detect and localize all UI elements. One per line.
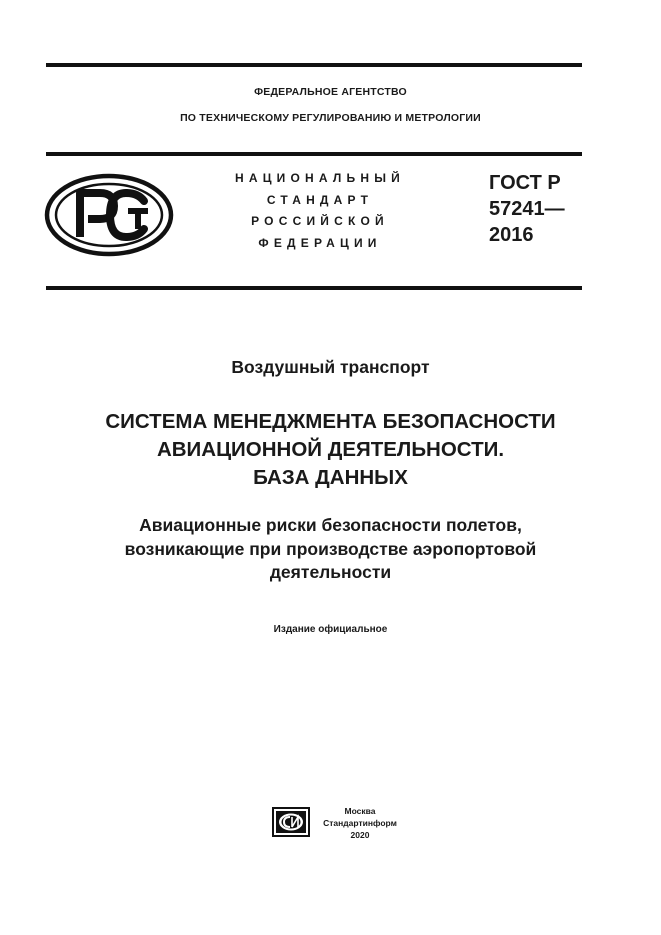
top-rule	[46, 63, 582, 67]
publisher-year: 2020	[350, 830, 370, 840]
document-subtitle	[0, 514, 661, 585]
gost-line: 57241—	[489, 198, 565, 220]
document-subject: Воздушный транспорт	[231, 357, 430, 377]
gost-line: ГОСТ Р	[489, 172, 561, 194]
publisher-city: Москва	[344, 806, 376, 816]
national-standard-label	[225, 168, 415, 254]
national-line: ФЕДЕРАЦИИ	[258, 235, 382, 250]
publisher-name: Стандартинформ	[323, 818, 397, 828]
title-line: СИСТЕМА МЕНЕДЖМЕНТА БЕЗОПАСНОСТИ	[105, 410, 556, 433]
subtitle-line: возникающие при производстве аэропортовой	[124, 538, 537, 559]
national-line: СТАНДАРТ	[266, 192, 374, 207]
title-line: БАЗА ДАННЫХ	[253, 466, 408, 489]
title-line: АВИАЦИОННОЙ ДЕЯТЕЛЬНОСТИ.	[156, 438, 505, 461]
agency-line-2: ПО ТЕХНИЧЕСКОМУ РЕГУЛИРОВАНИЮ И МЕТРОЛОГИИ	[180, 112, 481, 124]
subtitle-line: деятельности	[269, 562, 392, 582]
national-line: РОССИЙСКОЙ	[251, 214, 389, 228]
rst-emblem-icon	[44, 173, 174, 262]
block-bottom-rule	[46, 286, 582, 290]
national-line: НАЦИОНАЛЬНЫЙ	[234, 171, 406, 185]
edition-label: Издание официальное	[273, 624, 388, 635]
document-title	[0, 408, 661, 492]
gost-designation	[489, 170, 565, 248]
subtitle-line: Авиационные риски безопасности полетов,	[139, 515, 522, 535]
standartinform-logo-icon	[272, 807, 310, 842]
gost-line: 2016	[489, 224, 534, 246]
publisher-info	[317, 805, 403, 841]
agency-line-1: ФЕДЕРАЛЬНОЕ АГЕНТСТВО	[254, 86, 407, 98]
header-rule	[46, 152, 582, 156]
